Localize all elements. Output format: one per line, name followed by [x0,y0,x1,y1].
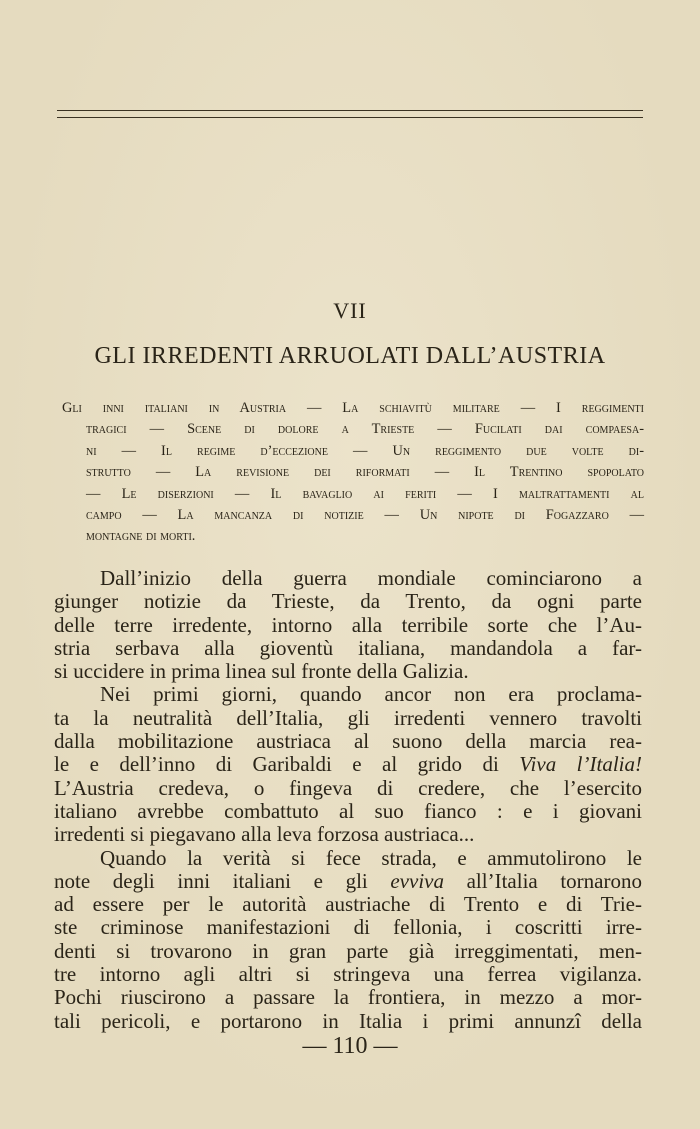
body-text [54,567,642,1033]
summary-line: Gli inni italiani in Austria — La schiavitù militare — I reggimenti [62,400,644,416]
header-rule [57,110,643,111]
body-line: tre intorno agli altri si stringeva una ferrea vigilanza. [54,962,642,987]
body-line: irredenti si piegavano alla leva forzosa austriaca... [54,822,475,847]
body-line: dalla mobilitazione austriaca al suono della marcia rea- [54,729,642,754]
summary-line: strutto — La revisione dei riformati — Il Trentino spopolato [86,464,644,481]
italic-exclamation: Viva l’Italia! [519,752,642,777]
body-line-text: note degli inni italiani e gli [54,868,391,893]
header-rule [57,117,643,118]
summary-line: campo — La mancanza di notizie — Un nipote di Fogazzaro — [86,507,644,524]
body-line: Nei primi giorni, quando ancor non era proclama- [100,682,642,707]
summary-line: tragici — Scene di dolore a Trieste — Fucilati dai compaesa- [86,421,644,438]
body-line [54,870,642,893]
body-line-text: le e dell’inno di Garibaldi e al grido di [54,752,520,777]
body-line: delle terre irredente, intorno alla terribile sorte che l’Au- [54,612,642,637]
body-line: Pochi riuscirono a passare la frontiera, in mezzo a mor- [54,985,642,1010]
body-line-text: all’Italia tornarono [443,868,642,893]
summary-line: montagne di morti. [86,528,196,545]
italic-word: evviva [390,868,444,893]
chapter-summary [62,398,644,548]
body-line: si uccidere in prima linea sul fronte della Galizia. [54,659,469,684]
body-line: tali pericoli, e portarono in Italia i primi annunzî della [54,1008,642,1033]
summary-line: — Le diserzioni — Il bavaglio ai feriti — I maltrattamenti al [86,485,644,502]
body-line: ad essere per le autorità austriache di Trento e di Trie- [54,892,642,917]
body-line: Quando la verità si fece strada, e ammutolirono le [100,845,642,870]
body-line: giunger notizie da Trieste, da Trento, da ogni parte [54,589,642,614]
chapter-number: VII [333,298,367,323]
page-number: — 110 — [302,1033,398,1059]
summary-line: ni — Il regime d’eccezione — Un reggimento due volte di- [86,442,644,459]
body-line: denti si trovarono in gran parte già irreggimentati, men- [54,938,642,963]
body-line: italiano avrebbe combattuto al suo fianco : e i giovani [54,798,642,823]
body-line [54,753,642,776]
body-line: stria serbava alla gioventù italiana, mandandola a far- [54,635,642,660]
body-line: ta la neutralità dell’Italia, gli irredenti vennero travolti [54,705,642,730]
body-line: ste criminose manifestazioni di fellonia, i coscritti irre- [54,915,642,940]
body-line: Dall’inizio della guerra mondiale cominciarono a [100,566,642,590]
chapter-title: GLI IRREDENTI ARRUOLATI DALL’AUSTRIA [94,343,606,369]
body-line: L’Austria credeva, o fingeva di credere, che l’esercito [54,775,642,800]
